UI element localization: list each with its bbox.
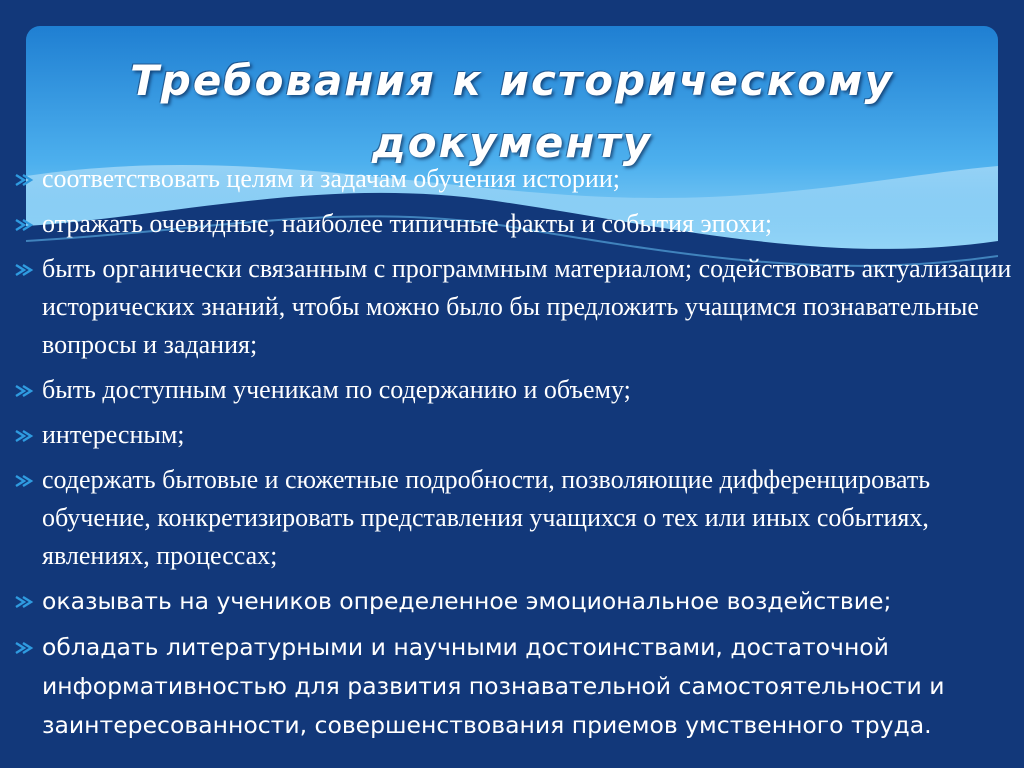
list-item — [12, 250, 1017, 364]
arrow-right-icon — [14, 594, 34, 610]
list-item-text: быть органически связанным с программным материалом; содействовать актуализации исторических знаний, чтобы можно было бы предложить учащимся познавательные вопросы и задания; — [42, 254, 1012, 359]
arrow-right-icon — [14, 473, 34, 489]
arrow-right-icon — [14, 172, 34, 188]
list-item — [12, 371, 1017, 409]
list-item — [12, 205, 1017, 243]
list-item-text: оказывать на учеников определенное эмоциональное воздействие; — [42, 587, 892, 615]
arrow-right-icon — [14, 217, 34, 233]
arrow-right-icon — [14, 640, 34, 656]
list-item-text: соответствовать целям и задачам обучения истории; — [42, 164, 620, 193]
list-item-text: быть доступным ученикам по содержанию и объему; — [42, 375, 631, 404]
list-item — [12, 416, 1017, 454]
list-item-text: обладать литературными и научными достоинствами, достаточной информативностью для развития познавательной самостоятельности и заинтересованности, совершенствования приемов умственного труда. — [42, 633, 945, 739]
arrow-right-icon — [14, 428, 34, 444]
list-item — [12, 461, 1017, 575]
requirements-list — [12, 160, 1017, 752]
list-item-text: содержать бытовые и сюжетные подробности, позволяющие дифференцировать обучение, конкретизировать представления учащихся о тех или иных событиях, явлениях, процессах; — [42, 465, 931, 570]
arrow-right-icon — [14, 262, 34, 278]
list-item — [12, 628, 1017, 745]
arrow-right-icon — [14, 383, 34, 399]
list-item-text: отражать очевидные, наиболее типичные факты и события эпохи; — [42, 209, 773, 238]
list-item — [12, 582, 1017, 621]
slide-title: Требования к историческому документу — [130, 56, 894, 167]
list-item — [12, 160, 1017, 198]
list-item-text: интересным; — [42, 420, 185, 449]
